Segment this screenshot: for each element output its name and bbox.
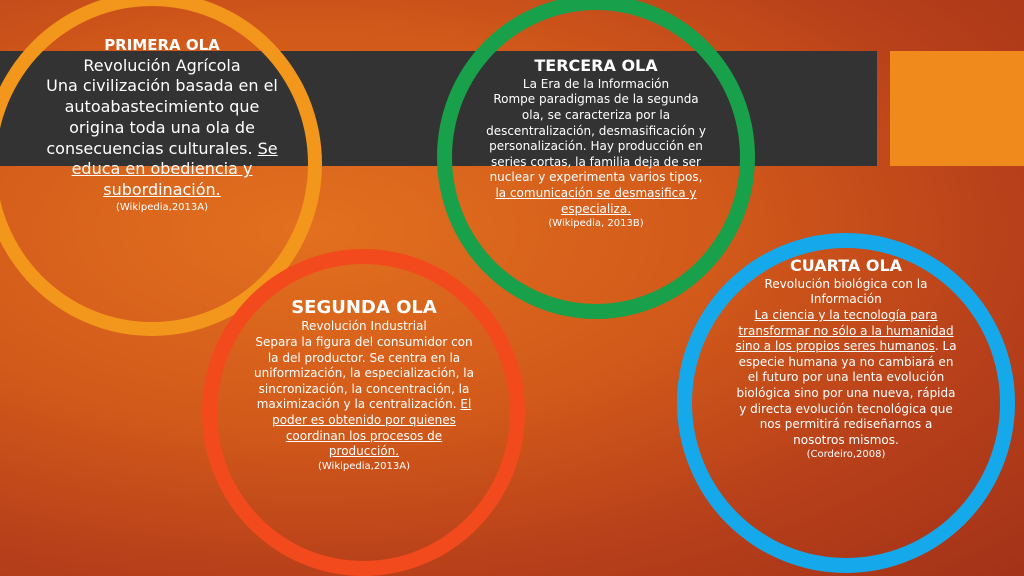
tercera-ola-source: (Wikipedia, 2013B) <box>548 218 644 230</box>
segunda-ola-subtitle: Revolución Industrial <box>301 319 427 334</box>
cuarta-ola-source: (Cordeiro,2008) <box>806 449 886 461</box>
primera-ola-body: Una civilización basada en el autoabastecimiento que origina toda una ola de consecuencias culturales. <box>46 76 278 158</box>
cuarta-ola-body: . La especie humana ya no cambiará en el futuro por una lenta evolución biológica sino por una nueva, rápida y directa evolución tecnológica que nos permitirá rediseñarnos a nosotros mismos. <box>736 339 957 447</box>
segunda-ola-text <box>251 296 477 473</box>
cuarta-ola-title: CUARTA OLA <box>789 256 903 275</box>
cuarta-ola-subtitle: Revolución biológica con la Información <box>764 276 928 307</box>
orange-square <box>890 51 1024 166</box>
cuarta-ola-link[interactable]: La ciencia y la tecnología para transformar no sólo a la humanidad sino a los propios seres humanos <box>735 307 954 354</box>
segunda-ola-link[interactable]: El poder es obtenido por quienes coordinan los procesos de producción. <box>272 397 472 459</box>
tercera-ola-text <box>486 56 706 230</box>
tercera-ola-link[interactable]: la comunicación se desmasifica y especializa. <box>495 185 697 216</box>
tercera-ola-subtitle: La Era de la Información <box>522 76 670 91</box>
segunda-ola-body: Separa la figura del consumidor con la del productor. Se centra en la uniformización, la especialización, la sincronización, la concentración, la maximización y la centralización. <box>254 334 474 412</box>
segunda-ola-source: (Wikipedia,2013A) <box>317 460 411 472</box>
primera-ola-title: PRIMERA OLA <box>104 36 220 54</box>
primera-ola-subtitle: Revolución Agrícola <box>83 55 241 75</box>
segunda-ola-title: SEGUNDA OLA <box>291 297 437 318</box>
primera-ola-source: (Wikipedia,2013A) <box>115 202 209 214</box>
tercera-ola-body: Rompe paradigmas de la segunda ola, se caracteriza por la descentralización, desmasificación y personalización. Hay producción en series cortas, la familia deja de ser nuclear y experimenta varios tipos, <box>486 92 706 185</box>
tercera-ola-title: TERCERA OLA <box>534 56 658 75</box>
cuarta-ola-text <box>733 256 959 461</box>
primera-ola-link[interactable]: Se educa en obediencia y subordinación. <box>71 138 278 200</box>
primera-ola-text <box>42 36 282 214</box>
